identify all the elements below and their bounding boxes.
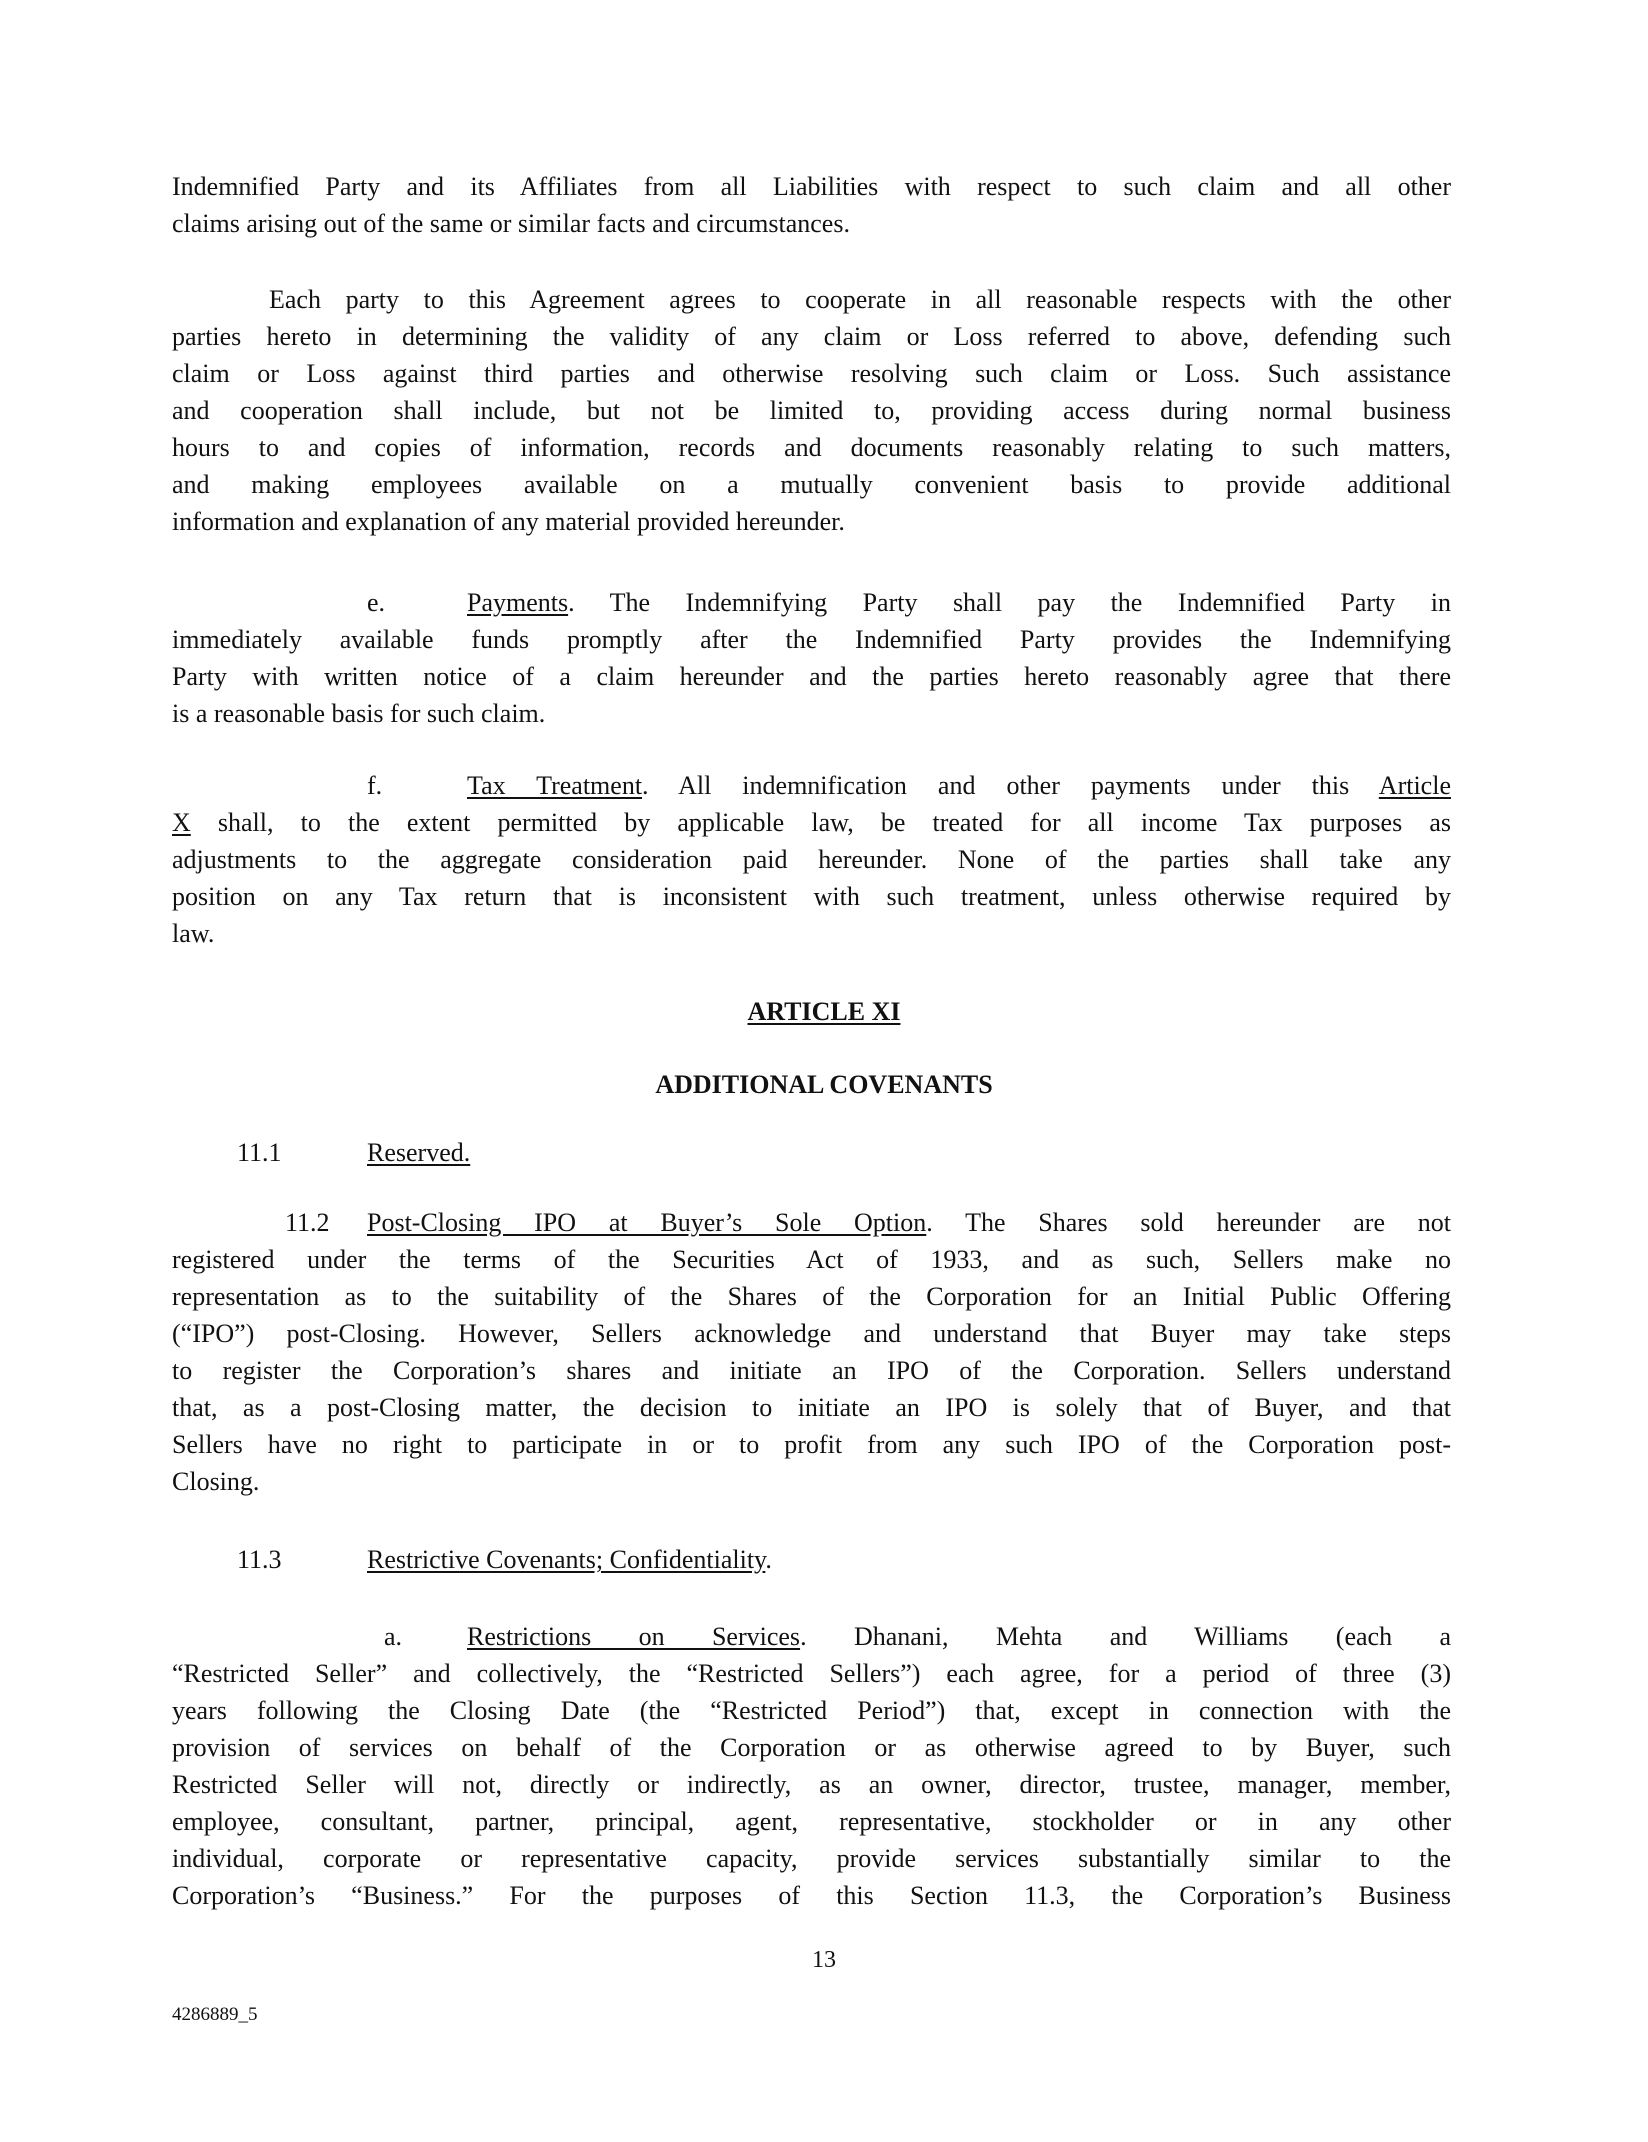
section-label: e. bbox=[367, 588, 386, 617]
section-e-payments bbox=[172, 584, 1451, 732]
text-line: provision of services on behalf of the Corporation or as otherwise agreed to by Buyer, such bbox=[172, 1733, 1451, 1762]
text-line bbox=[172, 1204, 1451, 1241]
text-line: registered under the terms of the Securities Act of 1933, and as such, Sellers make no bbox=[172, 1245, 1451, 1274]
text-line: Indemnified Party and its Affiliates from all Liabilities with respect to such claim and all other bbox=[172, 172, 1451, 201]
text-segment: . bbox=[765, 1545, 772, 1574]
underlined-heading-text: X bbox=[172, 808, 191, 837]
paragraph-cooperation bbox=[172, 281, 1451, 540]
section-label: 11.3 bbox=[237, 1545, 282, 1574]
text-segment: . The Shares sold hereunder are not bbox=[926, 1208, 1451, 1237]
text-line: law. bbox=[172, 919, 215, 948]
text-line bbox=[172, 1618, 1451, 1655]
text-line: Party with written notice of a claim hereunder and the parties hereto reasonably agree that there bbox=[172, 662, 1451, 691]
text-line: Closing. bbox=[172, 1467, 260, 1496]
text-line: and making employees available on a mutually convenient basis to provide additional bbox=[172, 470, 1451, 499]
article-title: ADDITIONAL COVENANTS bbox=[655, 1070, 993, 1099]
text-line: years following the Closing Date (the “Restricted Period”) that, except in connection with the bbox=[172, 1696, 1451, 1725]
underlined-heading-text: Payments bbox=[467, 588, 569, 617]
text-line: individual, corporate or representative capacity, provide services substantially similar to the bbox=[172, 1844, 1451, 1873]
text-line: Sellers have no right to participate in or to profit from any such IPO of the Corporation post- bbox=[172, 1430, 1451, 1459]
text-segment: . The Indemnifying Party shall pay the Indemnified Party in bbox=[568, 588, 1451, 617]
text-line: “Restricted Seller” and collectively, the “Restricted Sellers”) each agree, for a period of three (3) bbox=[172, 1659, 1451, 1688]
text-line: immediately available funds promptly after the Indemnified Party provides the Indemnifying bbox=[172, 625, 1451, 654]
document-id: 4286889_5 bbox=[172, 2004, 258, 2025]
text-line bbox=[172, 804, 1451, 841]
section-label: 11.1 bbox=[237, 1138, 282, 1167]
text-line: (“IPO”) post-Closing. However, Sellers acknowledge and understand that Buyer may take steps bbox=[172, 1319, 1451, 1348]
section-a-restrictions bbox=[172, 1618, 1451, 1914]
section-11-1 bbox=[237, 1134, 967, 1171]
section-11-2 bbox=[172, 1204, 1451, 1500]
text-line: parties hereto in determining the validity of any claim or Loss referred to above, defending such bbox=[172, 322, 1451, 351]
text-line: claim or Loss against third parties and otherwise resolving such claim or Loss. Such assistance bbox=[172, 359, 1451, 388]
section-label: f. bbox=[367, 771, 383, 800]
text-line: Each party to this Agreement agrees to cooperate in all reasonable respects with the other bbox=[269, 285, 1451, 314]
text-line: adjustments to the aggregate consideration paid hereunder. None of the parties shall take any bbox=[172, 845, 1451, 874]
text-line: representation as to the suitability of the Shares of the Corporation for an Initial Public Offering bbox=[172, 1282, 1451, 1311]
text-line: hours to and copies of information, records and documents reasonably relating to such matters, bbox=[172, 433, 1451, 462]
text-line: information and explanation of any material provided hereunder. bbox=[172, 507, 845, 536]
text-line: and cooperation shall include, but not be limited to, providing access during normal business bbox=[172, 396, 1451, 425]
text-line bbox=[172, 767, 1451, 804]
text-segment: . All indemnification and other payments under this bbox=[642, 771, 1379, 800]
underlined-heading-text: Reserved. bbox=[367, 1138, 471, 1167]
text-line: position on any Tax return that is inconsistent with such treatment, unless otherwise required by bbox=[172, 882, 1451, 911]
section-11-3 bbox=[237, 1541, 1067, 1578]
underlined-heading-text: Article bbox=[1378, 771, 1451, 800]
section-label: a. bbox=[384, 1622, 403, 1651]
underlined-heading-text: Restrictive Covenants; Confidentiality bbox=[367, 1545, 766, 1574]
text-segment: shall, to the extent permitted by applicable law, be treated for all income Tax purposes as bbox=[190, 808, 1451, 837]
text-segment: . Dhanani, Mehta and Williams (each a bbox=[800, 1622, 1451, 1651]
text-line bbox=[172, 584, 1451, 621]
text-line: Restricted Seller will not, directly or indirectly, as an owner, director, trustee, manager, member, bbox=[172, 1770, 1451, 1799]
text-line: to register the Corporation’s shares and initiate an IPO of the Corporation. Sellers understand bbox=[172, 1356, 1451, 1385]
text-line: employee, consultant, partner, principal, agent, representative, stockholder or in any other bbox=[172, 1807, 1451, 1836]
text-line: Corporation’s “Business.” For the purposes of this Section 11.3, the Corporation’s Business bbox=[172, 1881, 1451, 1910]
underlined-heading-text: Tax Treatment bbox=[467, 771, 643, 800]
text-line: is a reasonable basis for such claim. bbox=[172, 699, 546, 728]
page-number: 13 bbox=[812, 1947, 836, 1973]
section-label: 11.2 bbox=[285, 1208, 330, 1237]
section-f-tax-treatment bbox=[172, 767, 1451, 952]
article-heading: ARTICLE XI bbox=[747, 997, 901, 1026]
paragraph-indemnified-party bbox=[172, 168, 1451, 242]
underlined-heading-text: Restrictions on Services bbox=[467, 1622, 801, 1651]
text-line bbox=[237, 1134, 967, 1171]
text-line: claims arising out of the same or similar facts and circumstances. bbox=[172, 209, 850, 238]
text-line: that, as a post-Closing matter, the decision to initiate an IPO is solely that of Buyer, and that bbox=[172, 1393, 1451, 1422]
text-line bbox=[237, 1541, 1067, 1578]
underlined-heading-text: Post-Closing IPO at Buyer’s Sole Option bbox=[367, 1208, 927, 1237]
